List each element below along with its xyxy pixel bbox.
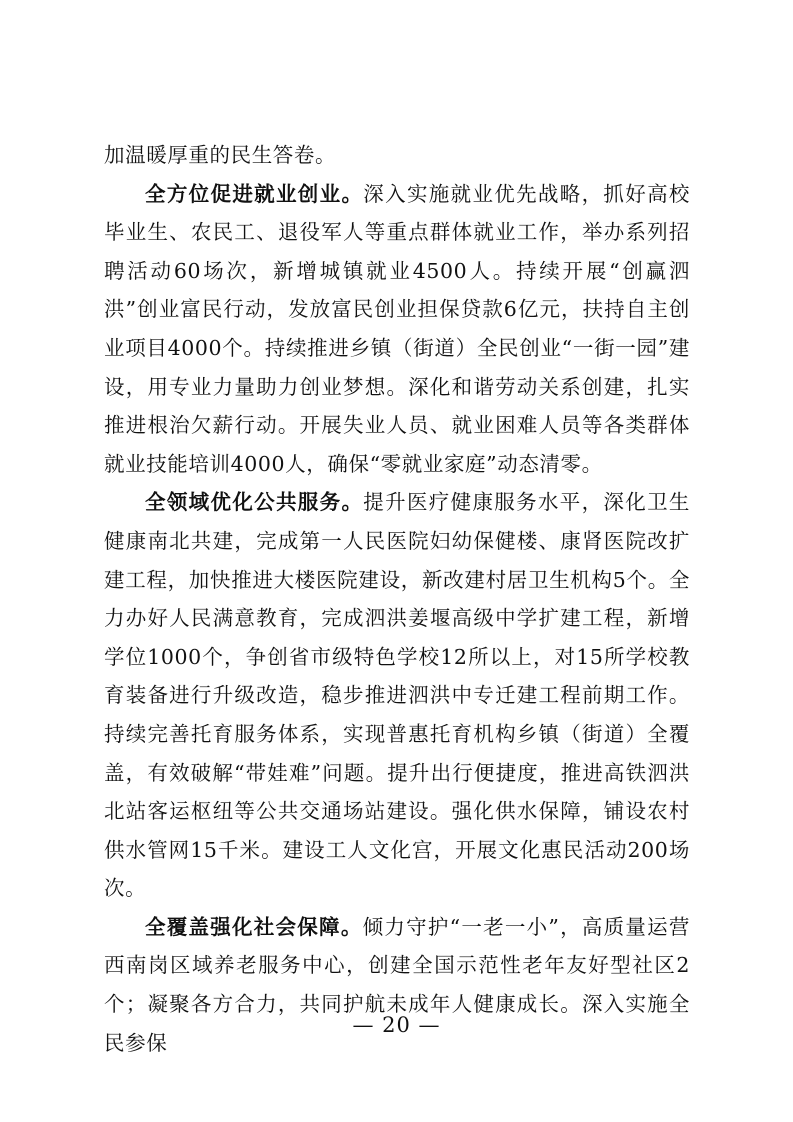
paragraph-public-services (104, 483, 690, 908)
paragraph-continuation (104, 136, 690, 175)
paragraph-employment (104, 175, 690, 484)
paragraph-text: 提升医疗健康服务水平，深化卫生健康南北共建，完成第一人民医院妇幼保健楼、康肾医院改扩建工程，加快推进大楼医院建设，新改建村居卫生机构5个。全力办好人民满意教育，完成泗洪姜堰高级中学扩建工程，新增学位1000个，争创省市级特色学校12所以上，对15所学校教育装备进行升级改造，稳步推进泗洪中专迁建工程前期工作。持续完善托育服务体系，实现普惠托育机构乡镇（街道）全覆盖，有效破解“带娃难”问题。提升出行便捷度，推进高铁泗洪北站客运枢纽等公共交通场站建设。强化供水保障，铺设农村供水管网15千米。建设工人文化宫，开展文化惠民活动200场次。 (104, 490, 691, 901)
paragraph-heading: 全方位促进就业创业。 (145, 181, 364, 206)
body-text (104, 136, 690, 1062)
paragraph-heading: 全覆盖强化社会保障。 (145, 914, 363, 939)
paragraph-text: 加温暖厚重的民生答卷。 (104, 143, 337, 167)
page-number: — 20 — (352, 1013, 441, 1037)
paragraph-text: 倾力守护“一老一小”，高质量运营西南岗区域养老服务中心，创建全国示范性老年友好型社区2个；凝聚各方合力，共同护航未成年人健康成长。深入实施全民参保 (104, 914, 691, 1055)
paragraph-heading: 全领域优化公共服务。 (145, 490, 364, 515)
paragraph-text: 深入实施就业优先战略，抓好高校毕业生、农民工、退役军人等重点群体就业工作，举办系列招聘活动60场次，新增城镇就业4500人。持续开展“创赢泗洪”创业富民行动，发放富民创业担保贷款6亿元，扶持自主创业项目4000个。持续推进乡镇（街道）全民创业“一街一园”建设，用专业力量助力创业梦想。深化和谐劳动关系创建，扎实推进根治欠薪行动。开展失业人员、就业困难人员等各类群体就业技能培训4000人，确保“零就业家庭”动态清零。 (104, 181, 691, 476)
